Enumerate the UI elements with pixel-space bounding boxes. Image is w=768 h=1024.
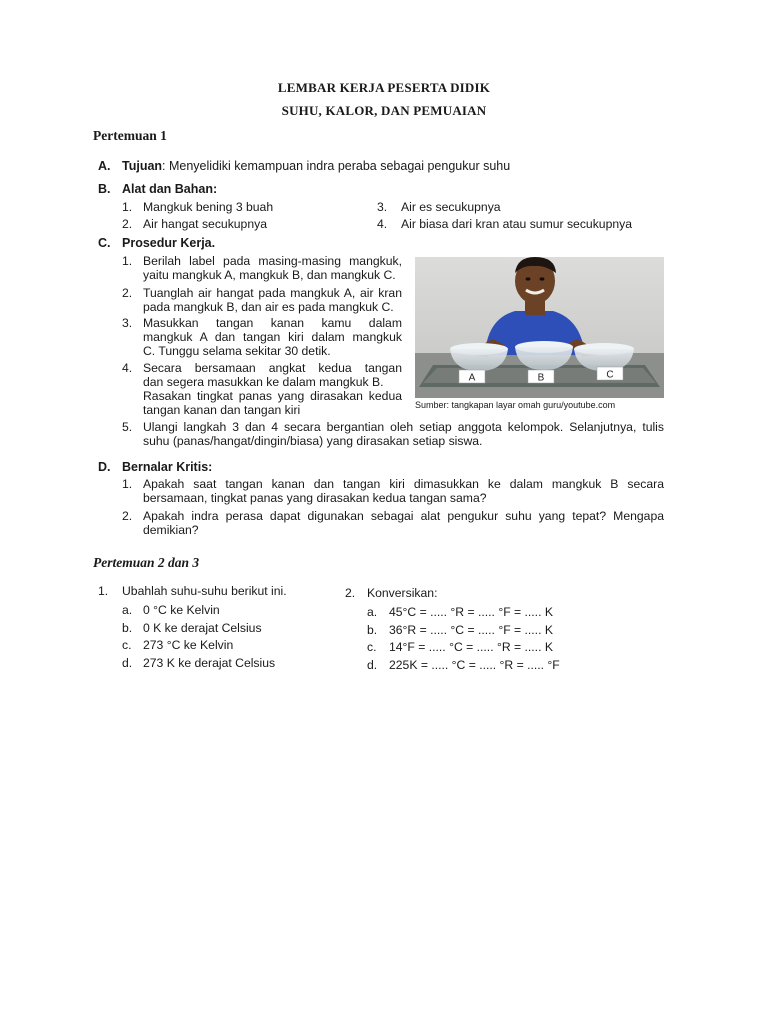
list-item-text: Ulangi langkah 3 dan 4 secara bergantian oleh setiap anggota kelompok. Selanjutnya, tulis (143, 420, 664, 434)
label-card-text: C (606, 369, 614, 381)
list-item-text: tangan kanan dan tangan kiri (143, 403, 301, 417)
section-a-letter: A. (98, 159, 111, 173)
tujuan-label: Tujuan (122, 159, 163, 173)
section-heading-pertemuan-1: Pertemuan 1 (93, 128, 167, 143)
sub-item-text: 273 °C ke Kelvin (143, 638, 234, 652)
list-item-text: Mangkuk bening 3 buah (143, 200, 274, 214)
sub-item-text: 45°C = ..... °R = ..... °F = ..... K (389, 605, 553, 619)
sub-item-letter: b. (122, 621, 133, 635)
list-item-text: Air es secukupnya (401, 200, 501, 214)
list-item-text: Rasakan tingkat panas yang dirasakan kedua (143, 389, 402, 403)
section-b-letter: B. (98, 182, 111, 196)
question-text: Konversikan: (367, 586, 438, 600)
sub-item-text: 36°R = ..... °C = ..... °F = ..... K (389, 623, 553, 637)
section-c-letter: C. (98, 236, 111, 250)
question-number: 1. (98, 584, 109, 598)
list-item-text: pada mangkuk B, dan air es pada mangkuk C. (143, 300, 394, 314)
list-item-text: bersamaan, tingkat panas yang dirasakan kedua tangan sama? (143, 491, 487, 505)
section-heading-pertemuan-2-3: Pertemuan 2 dan 3 (93, 555, 200, 570)
list-item-text: Air hangat secukupnya (143, 217, 267, 231)
question-number: 2. (345, 586, 356, 600)
list-item-text: Secara bersamaan angkat kedua tangan (143, 361, 402, 375)
sub-item-letter: d. (122, 656, 133, 670)
sub-item-text: 273 K ke derajat Celsius (143, 656, 276, 670)
child-with-bowls-illustration (415, 257, 664, 398)
sub-item-text: 14°F = ..... °C = ..... °R = ..... K (389, 640, 553, 654)
document-title: LEMBAR KERJA PESERTA DIDIK (277, 80, 491, 95)
sub-item-letter: d. (367, 658, 378, 672)
sub-item-text: 225K = ..... °C = ..... °R = ..... °F (389, 658, 560, 672)
list-item-text: Apakah indra perasa dapat digunakan sebagai alat pengukur suhu yang tepat? Mengapa (143, 509, 664, 523)
list-item-text: Berilah label pada masing-masing mangkuk, (143, 254, 402, 268)
list-item-number: 1. (122, 477, 133, 491)
bernalar-heading: Bernalar Kritis: (122, 460, 213, 474)
list-item-number: 4. (377, 217, 388, 231)
alat-bahan-heading: Alat dan Bahan: (122, 182, 218, 196)
list-item-number: 3. (122, 316, 133, 330)
sub-item-text: 0 °C ke Kelvin (143, 603, 220, 617)
tujuan-line (122, 159, 510, 174)
list-item-text: demikian? (143, 523, 199, 537)
photo-caption: Sumber: tangkapan layar omah guru/youtube.com (415, 400, 616, 410)
list-item-number: 4. (122, 361, 133, 375)
list-item-text: dan segera masukkan ke dalam mangkuk B. (143, 375, 384, 389)
list-item-text: Tuanglah air hangat pada mangkuk A, air kran (143, 286, 402, 300)
list-item-number: 1. (122, 200, 133, 214)
prosedur-heading: Prosedur Kerja. (122, 236, 216, 250)
list-item-number: 2. (122, 286, 133, 300)
experiment-photo (415, 257, 664, 398)
list-item-number: 1. (122, 254, 133, 268)
list-item-text: Masukkan tangan kanan kamu dalam (143, 316, 402, 330)
list-item-number: 3. (377, 200, 388, 214)
list-item-text: yaitu mangkuk A, mangkuk B, dan mangkuk C. (143, 268, 396, 282)
list-item-number: 2. (122, 217, 133, 231)
sub-item-letter: a. (367, 605, 378, 619)
label-card-text: B (537, 372, 545, 384)
list-item-text: C. Tunggu selama sekitar 30 detik. (143, 344, 331, 358)
sub-item-letter: a. (122, 603, 133, 617)
list-item-text: Air biasa dari kran atau sumur secukupnya (401, 217, 633, 231)
list-item-text: suhu (panas/hangat/dingin/biasa) yang dirasakan setiap siswa. (143, 434, 483, 448)
sub-item-letter: b. (367, 623, 378, 637)
document-subtitle: SUHU, KALOR, DAN PEMUAIAN (281, 103, 487, 118)
section-d-letter: D. (98, 460, 111, 474)
sub-item-letter: c. (122, 638, 132, 652)
list-item-text: mangkuk A dan tangan kiri dalam mangkuk (143, 330, 402, 344)
question-text: Ubahlah suhu-suhu berikut ini. (122, 584, 287, 598)
list-item-number: 2. (122, 509, 133, 523)
sub-item-text: 0 K ke derajat Celsius (143, 621, 262, 635)
label-card-text: A (468, 372, 476, 384)
list-item-number: 5. (122, 420, 133, 434)
sub-item-letter: c. (367, 640, 377, 654)
list-item-text: Apakah saat tangan kanan dan tangan kiri dimasukkan ke dalam mangkuk B secara (143, 477, 664, 491)
tujuan-text: : Menyelidiki kemampuan indra peraba sebagai pengukur suhu (162, 159, 511, 173)
